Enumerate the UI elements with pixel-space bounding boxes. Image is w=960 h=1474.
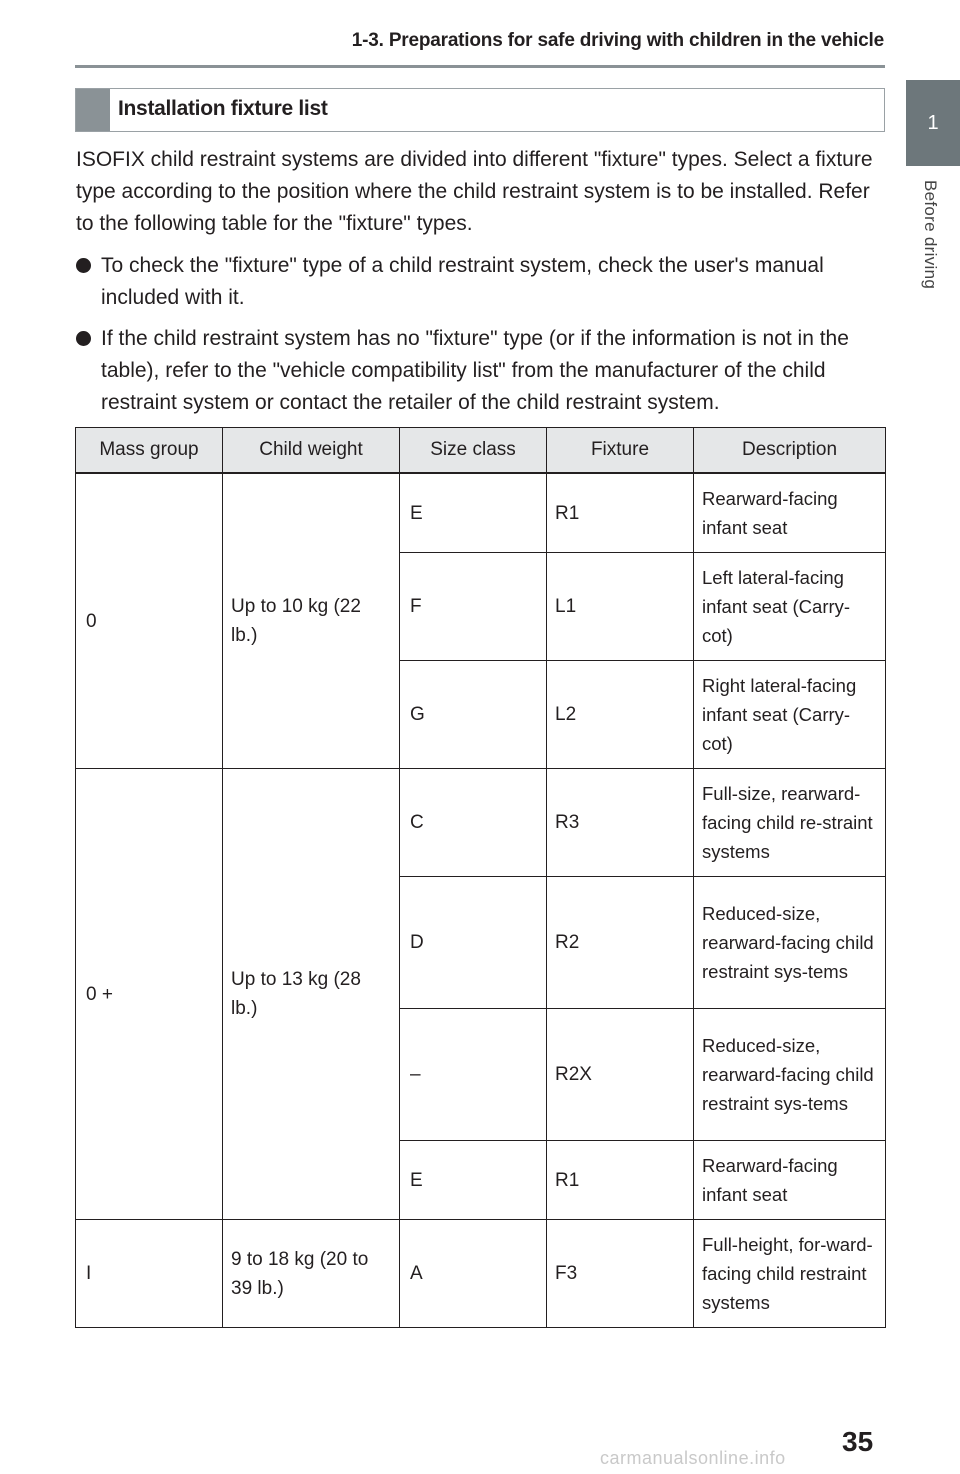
fixture-cell: R3 bbox=[547, 769, 694, 877]
size-class-cell: E bbox=[400, 1141, 547, 1220]
bullet-item bbox=[76, 250, 886, 314]
table-row bbox=[76, 769, 886, 877]
bullet-text: To check the "fixture" type of a child restraint system, check the user's manual included with it. bbox=[101, 254, 824, 309]
fixture-cell: L1 bbox=[547, 553, 694, 661]
table-row bbox=[76, 473, 886, 553]
size-class-cell: A bbox=[400, 1220, 547, 1328]
mass-group-cell: 0 + bbox=[76, 769, 223, 1220]
mass-group-cell: I bbox=[76, 1220, 223, 1328]
bullet-icon bbox=[76, 331, 91, 346]
description-cell: Full-size, rearward-facing child re-straint systems bbox=[694, 769, 886, 877]
table-row bbox=[76, 1220, 886, 1328]
chapter-tab-number: 1 bbox=[927, 111, 939, 134]
fixture-cell: R2 bbox=[547, 877, 694, 1009]
description-cell: Reduced-size, rearward-facing child restraint sys-tems bbox=[694, 877, 886, 1009]
bullet-icon bbox=[76, 258, 91, 273]
section-marker bbox=[76, 89, 110, 131]
description-cell: Rearward-facing infant seat bbox=[694, 473, 886, 553]
bullet-text: If the child restraint system has no "fixture" type (or if the information is not in the table), refer to the "vehicle compatibility list" from the manufacturer of the child restraint system or contact the retailer of the child restraint system. bbox=[101, 327, 849, 414]
child-weight-cell: Up to 13 kg (28 lb.) bbox=[223, 769, 400, 1220]
child-weight-cell: 9 to 18 kg (20 to 39 lb.) bbox=[223, 1220, 400, 1328]
watermark: carmanualsonline.info bbox=[600, 1448, 786, 1468]
description-cell: Left lateral-facing infant seat (Carry-cot) bbox=[694, 553, 886, 661]
fixture-table bbox=[75, 427, 886, 1328]
fixture-cell: L2 bbox=[547, 661, 694, 769]
mass-group-cell: 0 bbox=[76, 473, 223, 769]
running-head: 1-3. Preparations for safe driving with children in the vehicle bbox=[351, 30, 884, 51]
table-header-row bbox=[76, 428, 886, 474]
chapter-label: Before driving bbox=[921, 180, 940, 290]
fixture-cell: R2X bbox=[547, 1009, 694, 1141]
size-class-cell: G bbox=[400, 661, 547, 769]
header-child-weight: Child weight bbox=[223, 428, 400, 474]
header-rule bbox=[75, 65, 885, 68]
child-weight-cell: Up to 10 kg (22 lb.) bbox=[223, 473, 400, 769]
description-cell: Rearward-facing infant seat bbox=[694, 1141, 886, 1220]
bullet-item bbox=[76, 323, 886, 419]
fixture-cell: R1 bbox=[547, 1141, 694, 1220]
header-description: Description bbox=[694, 428, 886, 474]
size-class-cell: E bbox=[400, 473, 547, 553]
fixture-cell: R1 bbox=[547, 473, 694, 553]
size-class-cell: – bbox=[400, 1009, 547, 1141]
size-class-cell: F bbox=[400, 553, 547, 661]
description-cell: Reduced-size, rearward-facing child restraint sys-tems bbox=[694, 1009, 886, 1141]
fixture-cell: F3 bbox=[547, 1220, 694, 1328]
description-cell: Full-height, for-ward-facing child restraint systems bbox=[694, 1220, 886, 1328]
header-fixture: Fixture bbox=[547, 428, 694, 474]
chapter-tab[interactable] bbox=[906, 80, 960, 166]
description-cell: Right lateral-facing infant seat (Carry-cot) bbox=[694, 661, 886, 769]
header-size-class: Size class bbox=[400, 428, 547, 474]
header-mass-group: Mass group bbox=[76, 428, 223, 474]
size-class-cell: C bbox=[400, 769, 547, 877]
section-title: Installation fixture list bbox=[118, 97, 328, 120]
section-heading bbox=[75, 88, 885, 132]
page-number: 35 bbox=[842, 1426, 874, 1457]
size-class-cell: D bbox=[400, 877, 547, 1009]
intro-paragraph: ISOFIX child restraint systems are divided into different "fixture" types. Select a fixture type according to the position where the child restraint system is to be installed. Refer to the following table for the "fixture" types. bbox=[76, 148, 873, 235]
